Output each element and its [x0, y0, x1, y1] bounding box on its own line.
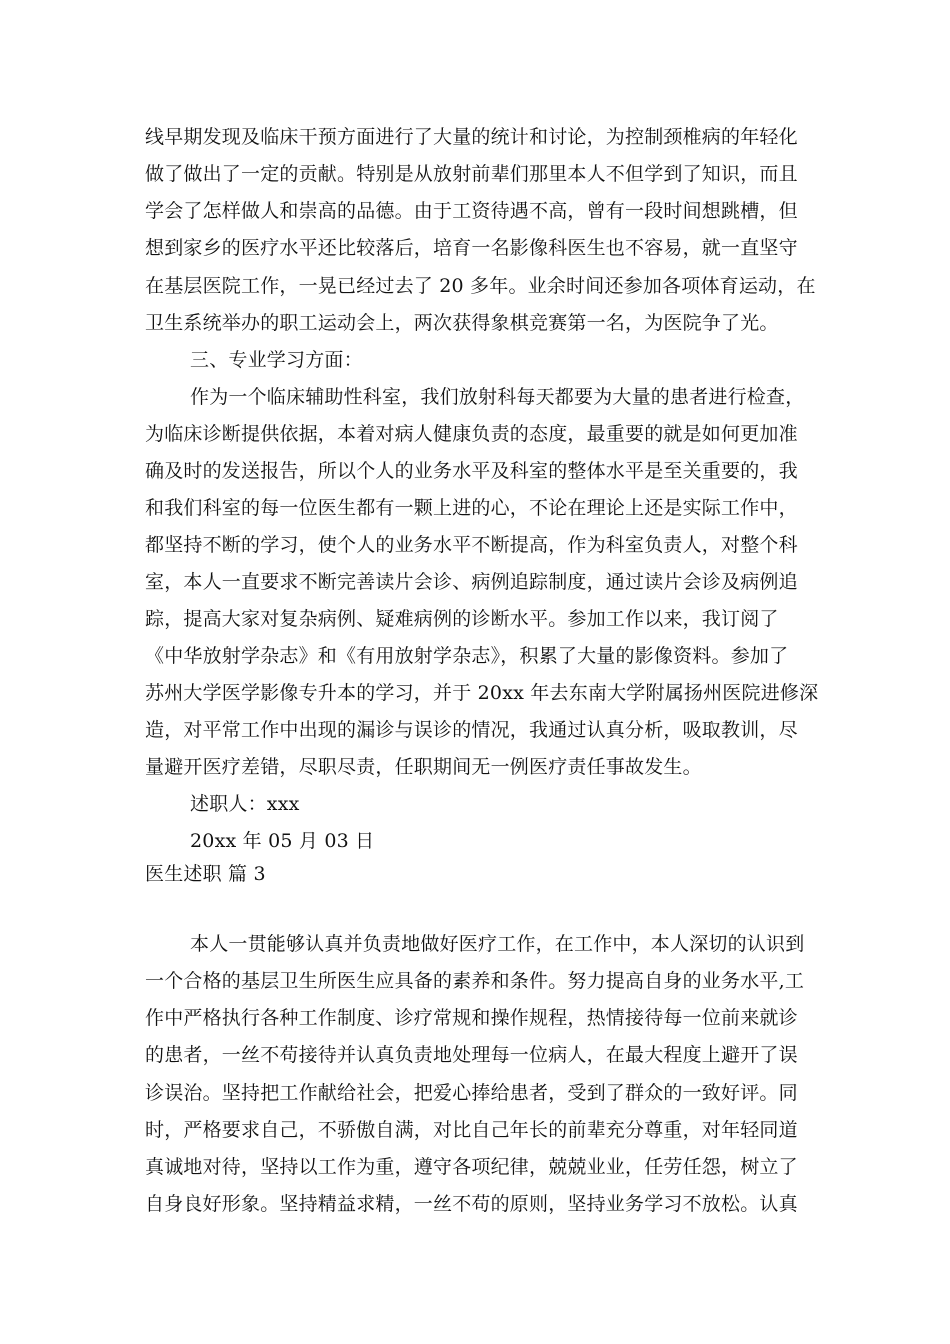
paragraph-line: 室，本人一直要求不断完善读片会诊、病例追踪制度，通过读片会诊及病例追 — [145, 571, 798, 593]
paragraph-line: 《中华放射学杂志》和《有用放射学杂志》，积累了大量的影像资料。参加了 — [145, 645, 789, 667]
paragraph-line: 诊误治。坚持把工作献给社会，把爱心捧给患者，受到了群众的一致好评。同 — [145, 1082, 798, 1104]
date-line: 20xx 年 05 月 03 日 — [190, 830, 375, 852]
paragraph-line: 真诚地对待，坚持以工作为重，遵守各项纪律，兢兢业业，任劳任怨，树立了 — [145, 1156, 798, 1178]
paragraph-line: 苏州大学医学影像专升本的学习，并于 20xx 年去东南大学附属扬州医院进修深 — [145, 682, 819, 704]
paragraph-line: 作为一个临床辅助性科室，我们放射科每天都要为大量的患者进行检查， — [190, 386, 805, 408]
paragraph-line: 自身良好形象。坚持精益求精，一丝不苟的原则，坚持业务学习不放松。认真 — [145, 1193, 798, 1215]
section-heading: 三、专业学习方面： — [190, 349, 363, 371]
signature-line: 述职人：xxx — [190, 793, 300, 815]
paragraph-line: 时，严格要求自己，不骄傲自满，对比自己年长的前辈充分尊重，对年轻同道 — [145, 1119, 798, 1141]
paragraph-line: 做了做出了一定的贡献。特别是从放射前辈们那里本人不但学到了知识，而且 — [145, 163, 798, 185]
paragraph-line: 的患者，一丝不苟接待并认真负责地处理每一位病人，在最大程度上避开了误 — [145, 1044, 798, 1066]
paragraph-line: 卫生系统举办的职工运动会上，两次获得象棋竞赛第一名，为医院争了光。 — [145, 312, 779, 334]
paragraph-line: 为临床诊断提供依据，本着对病人健康负责的态度，最重要的就是如何更加准 — [145, 423, 798, 445]
paragraph-line: 线早期发现及临床干预方面进行了大量的统计和讨论，为控制颈椎病的年轻化 — [145, 126, 798, 148]
paragraph-line: 造，对平常工作中出现的漏诊与误诊的情况，我通过认真分析，吸取教训，尽 — [145, 719, 798, 741]
paragraph-line: 在基层医院工作，一晃已经过去了 20 多年。业余时间还参加各项体育运动，在 — [145, 275, 816, 297]
paragraph-line: 本人一贯能够认真并负责地做好医疗工作，在工作中，本人深切的认识到 — [190, 933, 805, 955]
paragraph-line: 量避开医疗差错，尽职尽责，任职期间无一例医疗责任事故发生。 — [145, 756, 702, 778]
section-title: 医生述职 篇 3 — [145, 863, 266, 885]
paragraph-line: 学会了怎样做人和崇高的品德。由于工资待遇不高，曾有一段时间想跳槽，但 — [145, 200, 798, 222]
paragraph-line: 都坚持不断的学习，使个人的业务水平不断提高，作为科室负责人，对整个科 — [145, 534, 798, 556]
paragraph-line: 想到家乡的医疗水平还比较落后，培育一名影像科医生也不容易，就一直坚守 — [145, 237, 798, 259]
paragraph-line: 踪，提高大家对复杂病例、疑难病例的诊断水平。参加工作以来，我订阅了 — [145, 608, 779, 630]
paragraph-line: 作中严格执行各种工作制度、诊疗常规和操作规程，热情接待每一位前来就诊 — [145, 1007, 798, 1029]
paragraph-line: 确及时的发送报告，所以个人的业务水平及科室的整体水平是至关重要的，我 — [145, 460, 798, 482]
paragraph-line: 一个合格的基层卫生所医生应具备的素养和条件。努力提高自身的业务水平,工 — [145, 970, 805, 992]
paragraph-line: 和我们科室的每一位医生都有一颗上进的心，不论在理论上还是实际工作中， — [145, 497, 798, 519]
